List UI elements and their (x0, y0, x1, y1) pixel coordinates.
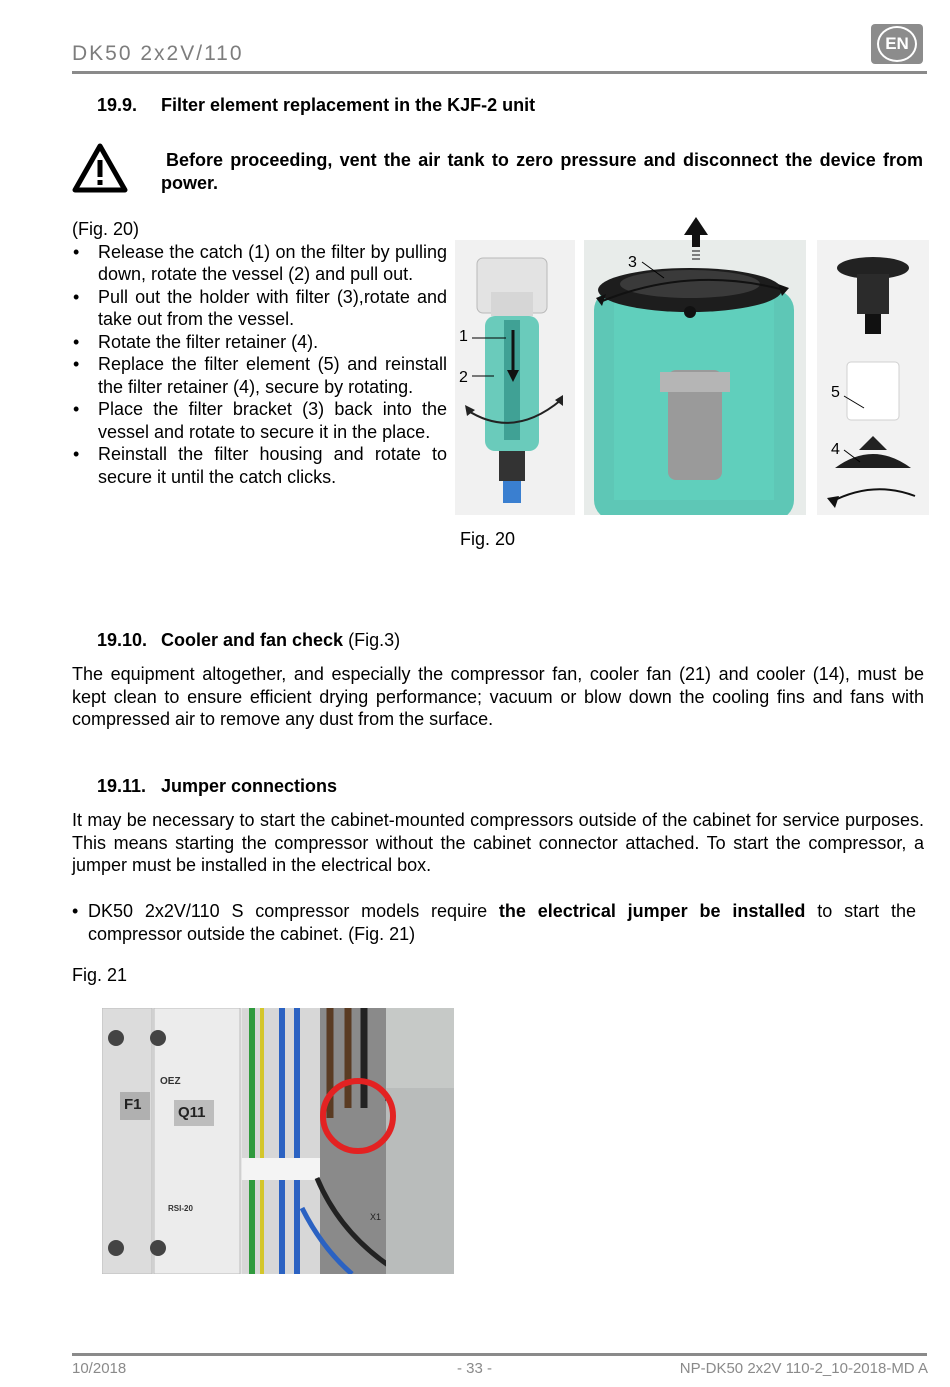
list-item: • Place the filter bracket (3) back into the vessel and rotate to secure it in the place. (72, 398, 447, 443)
safety-warning: Before proceeding, vent the air tank to zero pressure and disconnect the device from power. (161, 150, 923, 193)
language-code: EN (877, 26, 917, 62)
language-badge (871, 24, 923, 64)
filter-vessel-photo (584, 240, 806, 515)
photo-label-relay-model: RSI-20 (168, 1204, 193, 1213)
figure-21-caption: Fig. 21 (72, 965, 128, 985)
electrical-box-photo (102, 1008, 454, 1274)
callout-leader-3 (640, 258, 670, 282)
bullet-text-bold: the electrical jumper be installed (498, 901, 806, 921)
page-number: - 33 - (457, 1360, 493, 1377)
warning-triangle-icon (72, 143, 128, 193)
callout-5: 5 (831, 384, 840, 401)
figure-reference: (Fig. 20) (72, 219, 140, 239)
callout-3: 3 (628, 254, 637, 271)
callout-leader-4-5 (842, 388, 872, 468)
jumper-bullet (72, 900, 916, 945)
photo-label-terminal: X1 (370, 1212, 382, 1222)
bullet-marker: • (72, 901, 79, 921)
jumper-paragraph: It may be necessary to start the cabinet-mounted compressors outside of the cabinet for service purposes. This means starting the compressor without the cabinet connector attached. To start the compressor, a jumper must be installed in the electrical box. (72, 810, 924, 875)
section-number: 19.9. (97, 95, 138, 115)
section-heading-19-10 (97, 630, 400, 651)
callout-2: 2 (459, 369, 468, 386)
photo-label-fuse: F1 (124, 1096, 142, 1113)
section-number: 19.11. (97, 776, 147, 796)
bullet-text-pre: DK50 2x2V/110 S compressor models require (88, 901, 499, 921)
bullet-text-post: to start the compressor outside the cabinet. (Fig. 21) (88, 901, 916, 944)
footer-rule (72, 1353, 927, 1356)
section-figure-reference: (Fig.3) (348, 630, 401, 650)
callout-1: 1 (459, 328, 468, 345)
section-heading-19-11 (97, 776, 337, 797)
document-title: DK50 2x2V/110 (72, 42, 244, 65)
list-item: • Reinstall the filter housing and rotate to secure it until the catch clicks. (72, 443, 447, 488)
pull-out-arrow-icon (684, 217, 708, 263)
section-title: Cooler and fan check (161, 630, 344, 650)
header-rule (72, 71, 927, 74)
list-item: • Pull out the holder with filter (3),rotate and take out from the vessel. (72, 286, 447, 331)
section-title: Jumper connections (161, 776, 338, 796)
section-number: 19.10. (97, 630, 148, 650)
list-item: • Rotate the filter retainer (4). (72, 331, 447, 354)
section-heading-19-9 (97, 95, 535, 116)
footer-date: 10/2018 (72, 1360, 127, 1377)
photo-label-relay: Q11 (178, 1104, 206, 1121)
list-item: • Replace the filter element (5) and reinstall the filter retainer (4), secure by rotating. (72, 353, 447, 398)
callout-4: 4 (831, 441, 840, 458)
section-title: Filter element replacement in the KJF-2 unit (161, 95, 536, 115)
cooler-paragraph: The equipment altogether, and especially the compressor fan, cooler fan (21) and cooler (14), must be kept clean to ensure efficient drying performance; vacuum or blow down the cooling fins and fans with compressed air to remove any dust from the surface. (72, 664, 924, 729)
figure-20-caption: Fig. 20 (460, 529, 516, 549)
procedure-block (72, 218, 447, 488)
photo-label-brand: OEZ (160, 1076, 181, 1087)
document-id: NP-DK50 2x2V 110-2_10-2018-MD A (679, 1360, 928, 1377)
jumper-bullet-text (72, 900, 916, 945)
callout-leader-lines (470, 330, 510, 390)
filter-parts-photo (817, 240, 929, 515)
procedure-steps (72, 241, 447, 489)
list-item: • Release the catch (1) on the filter by pulling down, rotate the vessel (2) and pull out. (72, 241, 447, 286)
